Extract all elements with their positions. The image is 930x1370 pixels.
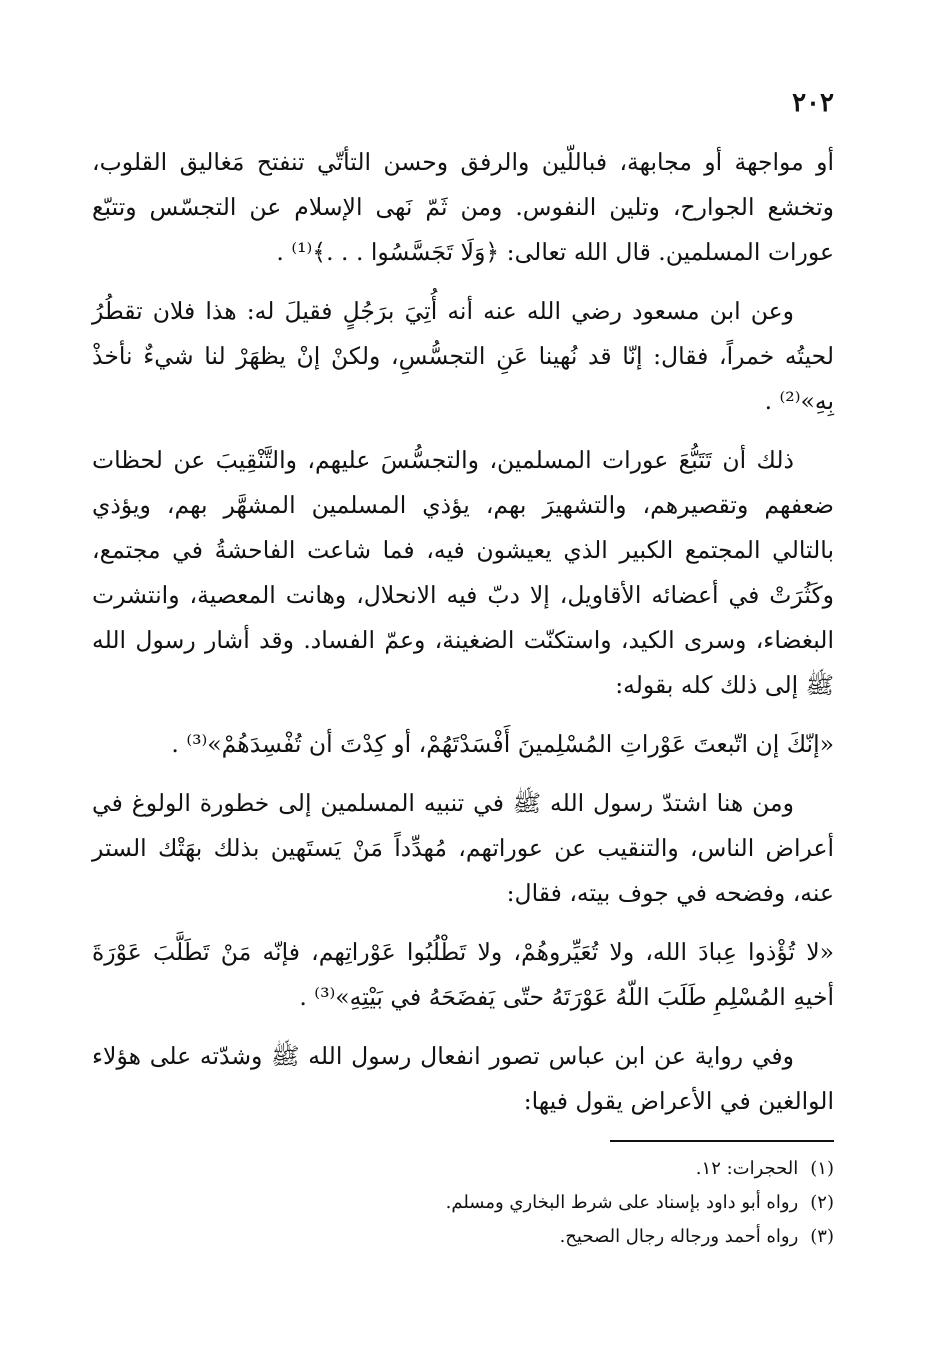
footnote-text: رواه أبو داود بإسناد على شرط البخاري ومسلم. <box>445 1192 799 1213</box>
page-number: ٢٠٢ <box>792 88 834 118</box>
footnote-number: (١) <box>810 1158 834 1179</box>
paragraph-ibn-masud: وعن ابن مسعود رضي الله عنه أنه أُتِيَ برَجُلٍ فقيلَ له: هذا فلان تقطُرُ لحيتُه خمراً، فقال: إنّا قد نُهينا عَنِ التجسُّسِ، ولكنْ إنْ يظهَرْ لنا شيءٌ نأخذْ بِهِ»⁽²⁾ . <box>92 297 834 415</box>
footnote-text: رواه أحمد ورجاله رجال الصحيح. <box>559 1226 799 1247</box>
footnotes <box>92 1152 834 1254</box>
main-text <box>92 140 834 1138</box>
footnote-3 <box>92 1220 834 1254</box>
paragraph-exposition: ذلك أن تَتَبُّعَ عورات المسلمين، والتجسُّسَ عليهم، والتَّنْقِيبَ عن لحظات ضعفهم وتقصيرهم، والتشهيرَ بهم، يؤذي المسلمين المشهَّر بهم، ويؤذي بالتالي المجتمع الكبير الذي يعيشون فيه، فما شاعت الفاحشةُ في مجتمع، وكَثُرَتْ في أعضائه الأقاويل، إلا دبّ فيه الانحلال، وهانت المعصية، وانتشرت البغضاء، وسرى الكيد، واستكنّت الضغينة، وعمّ الفساد. وقد أشار رسول الله ﷺ إلى ذلك كله بقوله: <box>92 446 834 699</box>
footnote-number: (٢) <box>810 1192 834 1213</box>
paragraph-warning: ومن هنا اشتدّ رسول الله ﷺ في تنبيه المسلمين إلى خطورة الولوغ في أعراض الناس، والتنقيب عن عوراتهم، مُهدِّداً مَنْ يَستَهين بذلك بهَتْك الستر عنه، وفضحه في جوف بيته، فقال: <box>92 789 834 907</box>
footnote-separator <box>610 1140 834 1142</box>
paragraph-opening: أو مواجهة أو مجابهة، فباللّين والرفق وحسن التأتّي تنفتح مَغاليق القلوب، وتخشع الجوارح، وتلين النفوس. ومن ثَمّ نَهى الإسلام عن التجسّس وتتبّع عورات المسلمين. قال الله تعالى: ﴿وَلَا تَجَسَّسُوا . . .﴾⁽¹⁾ . <box>92 148 834 266</box>
hadith-quote-1: «إنّكَ إن اتّبعتَ عَوْراتِ المُسْلِمينَ أَفْسَدْتَهُمْ، أو كِدْتَ أن تُفْسِدَهُمْ»⁽³⁾ . <box>171 730 834 758</box>
footnote-1 <box>92 1152 834 1186</box>
hadith-quote-2: «لا تُؤْذوا عِبادَ الله، ولا تُعَيِّروهُمْ، ولا تَطْلُبُوا عَوْراتِهم، فإنّه مَنْ تَطَلَّبَ عَوْرَةَ أخيهِ المُسْلِمِ طَلَبَ اللّهُ عَوْرَتَهُ حتّى يَفضَحَهُ في بَيْتِهِ»⁽³⁾ . <box>92 938 834 1011</box>
footnote-2 <box>92 1186 834 1220</box>
footnote-text: الحجرات: ١٢. <box>695 1158 799 1179</box>
paragraph-ibn-abbas: وفي رواية عن ابن عباس تصور انفعال رسول الله ﷺ وشدّته على هؤلاء الوالغين في الأعراض يقول فيها: <box>92 1042 834 1115</box>
footnote-number: (٣) <box>810 1226 834 1247</box>
